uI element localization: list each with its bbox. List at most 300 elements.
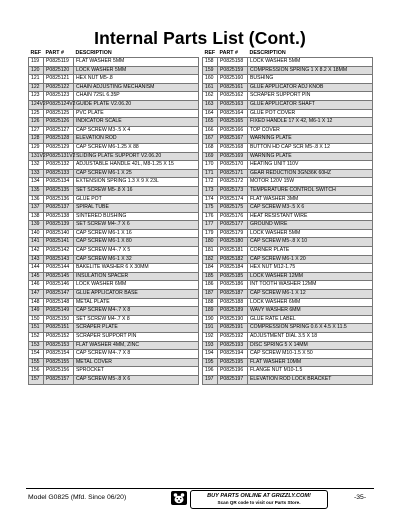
description-cell: METAL COVER bbox=[74, 358, 199, 367]
part-number-cell: P0825134 bbox=[44, 178, 74, 187]
ref-cell: 154 bbox=[29, 350, 44, 359]
ref-cell: 149 bbox=[29, 307, 44, 316]
ref-cell: 161 bbox=[203, 83, 218, 92]
table-row bbox=[29, 178, 199, 187]
description-cell: GLUE POT bbox=[74, 195, 199, 204]
table-row bbox=[29, 221, 199, 230]
description-cell: CAP SCREW M4-.7 X 8 bbox=[74, 350, 199, 359]
description-cell: GEAR REDUCTION 3GN36K 60HZ bbox=[248, 169, 373, 178]
table-row bbox=[29, 247, 199, 256]
ref-column-header: REF bbox=[30, 50, 42, 56]
ref-cell: 140 bbox=[29, 229, 44, 238]
table-row bbox=[203, 290, 373, 299]
ref-cell: 133 bbox=[29, 169, 44, 178]
table-row bbox=[203, 255, 373, 264]
part-number-cell: P0825160 bbox=[218, 75, 248, 84]
table-row bbox=[203, 247, 373, 256]
ref-cell: 196 bbox=[203, 367, 218, 376]
description-cell: GUIDE PLATE V2.06.20 bbox=[74, 100, 199, 109]
part-number-cell: P0825177 bbox=[218, 221, 248, 230]
part-number-cell: P0825189 bbox=[218, 307, 248, 316]
table-row bbox=[203, 281, 373, 290]
ref-cell: 146 bbox=[29, 281, 44, 290]
ref-cell: 139 bbox=[29, 221, 44, 230]
description-cell: FLAT WASHER 10MM bbox=[248, 358, 373, 367]
part-column-header: PART # bbox=[219, 50, 238, 56]
part-number-cell: P0825161 bbox=[218, 83, 248, 92]
description-cell: SET SCREW M5-.8 X 16 bbox=[74, 186, 199, 195]
table-row bbox=[29, 375, 199, 384]
description-cell: INT TOOTH WASHER 12MM bbox=[248, 281, 373, 290]
part-number-cell: P0825168 bbox=[218, 143, 248, 152]
table-row bbox=[203, 118, 373, 127]
description-cell: CAP SCREW M6-1 X 25 bbox=[74, 169, 199, 178]
page-number: -35- bbox=[354, 494, 367, 501]
table-row bbox=[29, 152, 199, 161]
ref-cell: 193 bbox=[203, 341, 218, 350]
part-number-cell: P0825192 bbox=[218, 333, 248, 342]
table-row bbox=[29, 118, 199, 127]
ref-cell: 125 bbox=[29, 109, 44, 118]
part-number-cell: P0825182 bbox=[218, 255, 248, 264]
description-cell: ADJUSTABLE HANDLE 42L, M8-1.25 X 15 bbox=[74, 161, 199, 170]
table-row bbox=[29, 143, 199, 152]
table-row bbox=[29, 83, 199, 92]
table-row bbox=[203, 58, 373, 67]
part-number-cell: P0825166 bbox=[218, 126, 248, 135]
description-cell: CAP SCREW M6-1 X 80 bbox=[74, 238, 199, 247]
description-cell: CAP SCREW M6-1 X 12 bbox=[248, 290, 373, 299]
description-cell: CORNER PLATE bbox=[248, 247, 373, 256]
ref-cell: 182 bbox=[203, 255, 218, 264]
part-number-cell: P0825135 bbox=[44, 186, 74, 195]
description-cell: GLUE APPLICATOR SHAFT bbox=[248, 100, 373, 109]
ref-cell: 160 bbox=[203, 75, 218, 84]
part-number-cell: P0825181 bbox=[218, 247, 248, 256]
part-number-cell: P0825175 bbox=[218, 204, 248, 213]
ref-cell: 187 bbox=[203, 290, 218, 299]
ref-cell: 175 bbox=[203, 204, 218, 213]
ref-cell: 124V2 bbox=[29, 100, 44, 109]
ref-cell: 128 bbox=[29, 135, 44, 144]
ref-cell: 127 bbox=[29, 126, 44, 135]
table-row bbox=[203, 66, 373, 75]
description-cell: TEMPERATURE CONTROL SWITCH bbox=[248, 186, 373, 195]
description-cell: GLUE RATE LABEL bbox=[248, 315, 373, 324]
description-cell: BUTTON HD CAP SCR M5-.8 X 12 bbox=[248, 143, 373, 152]
description-cell: GLUE APPLICATOR BASE bbox=[74, 290, 199, 299]
table-row bbox=[203, 238, 373, 247]
table-row bbox=[203, 195, 373, 204]
description-cell: HEX NUT M12-1.75 bbox=[248, 264, 373, 273]
ref-cell: 157 bbox=[29, 375, 44, 384]
ref-cell: 171 bbox=[203, 169, 218, 178]
part-number-cell: P0825196 bbox=[218, 367, 248, 376]
table-row bbox=[29, 75, 199, 84]
part-number-cell: P0825184 bbox=[218, 264, 248, 273]
table-row bbox=[29, 315, 199, 324]
description-cell: CHAIN 72SL 6.35P bbox=[74, 92, 199, 101]
description-cell: METAL PLATE bbox=[74, 298, 199, 307]
description-cell: PVC PLATE bbox=[74, 109, 199, 118]
description-cell: LOCK WASHER 5MM bbox=[74, 66, 199, 75]
description-cell: GLUE APPLICATOR ADJ KNOB bbox=[248, 83, 373, 92]
description-cell: BUSHING bbox=[248, 75, 373, 84]
description-cell: CAP SCREW M6-1.25 X 88 bbox=[74, 143, 199, 152]
part-number-cell: P0825140 bbox=[44, 229, 74, 238]
ref-cell: 164 bbox=[203, 109, 218, 118]
table-row bbox=[29, 126, 199, 135]
table-row bbox=[203, 212, 373, 221]
part-number-cell: P0825137 bbox=[44, 204, 74, 213]
description-cell: INDICATOR SCALE bbox=[74, 118, 199, 127]
ref-cell: 189 bbox=[203, 307, 218, 316]
table-row bbox=[29, 58, 199, 67]
ref-cell: 152 bbox=[29, 333, 44, 342]
ref-cell: 181 bbox=[203, 247, 218, 256]
part-number-cell: P0825125 bbox=[44, 109, 74, 118]
description-cell: CHAIN ADJUSTING MECHANISM bbox=[74, 83, 199, 92]
ref-cell: 172 bbox=[203, 178, 218, 187]
table-row bbox=[29, 358, 199, 367]
description-cell: LOCK WASHER 5MM bbox=[248, 58, 373, 67]
description-cell: ADJUSTMENT DIAL 3.5 X 18 bbox=[248, 333, 373, 342]
part-number-cell: P0825124V2 bbox=[44, 100, 74, 109]
ref-cell: 150 bbox=[29, 315, 44, 324]
part-number-cell: P0825156 bbox=[44, 367, 74, 376]
ref-cell: 163 bbox=[203, 100, 218, 109]
description-cell: CAP SCREW M10-1.5 X 50 bbox=[248, 350, 373, 359]
ref-cell: 156 bbox=[29, 367, 44, 376]
ref-cell: 166 bbox=[203, 126, 218, 135]
part-number-cell: P0825149 bbox=[44, 307, 74, 316]
table-row bbox=[29, 298, 199, 307]
part-number-cell: P0825121 bbox=[44, 75, 74, 84]
part-number-cell: P0825144 bbox=[44, 264, 74, 273]
ref-cell: 186 bbox=[203, 281, 218, 290]
part-number-cell: P0825138 bbox=[44, 212, 74, 221]
ref-cell: 176 bbox=[203, 212, 218, 221]
table-row bbox=[203, 229, 373, 238]
grizzly-bear-logo-icon bbox=[171, 491, 187, 505]
ref-cell: 143 bbox=[29, 255, 44, 264]
table-header-row bbox=[29, 50, 199, 58]
ref-cell: 195 bbox=[203, 358, 218, 367]
table-row bbox=[29, 281, 199, 290]
ref-cell: 145 bbox=[29, 272, 44, 281]
part-number-cell: P0825128 bbox=[44, 135, 74, 144]
ref-cell: 179 bbox=[203, 229, 218, 238]
table-row bbox=[29, 333, 199, 342]
part-number-cell: P0825158 bbox=[218, 58, 248, 67]
description-cell: SPROCKET bbox=[74, 367, 199, 376]
table-row bbox=[29, 290, 199, 299]
ref-cell: 162 bbox=[203, 92, 218, 101]
part-number-cell: P0825197 bbox=[218, 375, 248, 384]
part-number-cell: P0825143 bbox=[44, 255, 74, 264]
part-number-cell: P0825191 bbox=[218, 324, 248, 333]
description-cell: LOCK WASHER 6MM bbox=[74, 281, 199, 290]
description-column-header: DESCRIPTION bbox=[75, 50, 112, 56]
parts-table-right bbox=[202, 50, 373, 385]
ref-cell: 191 bbox=[203, 324, 218, 333]
description-cell: INSULATION SPACER bbox=[74, 272, 199, 281]
ref-cell: 144 bbox=[29, 264, 44, 273]
description-cell: HEX NUT M5-.8 bbox=[74, 75, 199, 84]
description-cell: HEATING UNIT 110V bbox=[248, 161, 373, 170]
part-number-cell: P0825119 bbox=[44, 58, 74, 67]
part-number-cell: P0825129 bbox=[44, 143, 74, 152]
ref-cell: 142 bbox=[29, 247, 44, 256]
ref-cell: 192 bbox=[203, 333, 218, 342]
ref-cell: 165 bbox=[203, 118, 218, 127]
footer-divider bbox=[26, 488, 374, 489]
ref-cell: 126 bbox=[29, 118, 44, 127]
description-cell: SET SCREW M4-.7 X 6 bbox=[74, 221, 199, 230]
table-row bbox=[29, 367, 199, 376]
part-number-cell: P0825133 bbox=[44, 169, 74, 178]
description-cell: CAP SCREW M4-.7 X 8 bbox=[74, 307, 199, 316]
table-row bbox=[203, 169, 373, 178]
table-header-row bbox=[203, 50, 373, 58]
description-cell: ELEVATION ROD bbox=[74, 135, 199, 144]
table-row bbox=[203, 161, 373, 170]
description-cell: CAP SCREW M6-1 X 32 bbox=[74, 255, 199, 264]
description-cell: GROUND WIRE bbox=[248, 221, 373, 230]
table-row bbox=[203, 221, 373, 230]
part-number-cell: P0825172 bbox=[218, 178, 248, 187]
description-cell: WARNING PLATE bbox=[248, 152, 373, 161]
part-number-cell: P0825188 bbox=[218, 298, 248, 307]
table-row bbox=[203, 109, 373, 118]
description-cell: FLANGE NUT M10-1.5 bbox=[248, 367, 373, 376]
part-number-cell: P0825142 bbox=[44, 247, 74, 256]
part-number-cell: P0825147 bbox=[44, 290, 74, 299]
description-cell: TOP COVER bbox=[248, 126, 373, 135]
table-row bbox=[29, 324, 199, 333]
table-row bbox=[29, 229, 199, 238]
description-cell: SCRAPER SUPPORT PIN bbox=[74, 333, 199, 342]
ref-cell: 136 bbox=[29, 195, 44, 204]
table-row bbox=[203, 272, 373, 281]
description-cell: HEAT RESISTANT WIRE bbox=[248, 212, 373, 221]
qr-code-hint: Scan QR code to visit our Parts Store. bbox=[217, 500, 301, 505]
part-number-cell: P0825174 bbox=[218, 195, 248, 204]
table-row bbox=[203, 367, 373, 376]
part-number-cell: P0825131V2 bbox=[44, 152, 74, 161]
ref-cell: 180 bbox=[203, 238, 218, 247]
part-number-cell: P0825150 bbox=[44, 315, 74, 324]
description-cell: CAP SCREW M6-1 X 16 bbox=[74, 229, 199, 238]
description-cell: CAP SCREW M5-.8 X 6 bbox=[74, 375, 199, 384]
description-cell: EXTENSION SPRING 1.3 X 9 X 23L bbox=[74, 178, 199, 187]
description-cell: CAP SCREW M3-.5 X 4 bbox=[74, 126, 199, 135]
ref-cell: 190 bbox=[203, 315, 218, 324]
part-number-cell: P0825122 bbox=[44, 83, 74, 92]
description-cell: SLIDING PLATE SUPPORT V2.06.20 bbox=[74, 152, 199, 161]
description-cell: FLAT WASHER 4MM, ZINC bbox=[74, 341, 199, 350]
table-row bbox=[203, 186, 373, 195]
ref-cell: 197 bbox=[203, 375, 218, 384]
part-number-cell: P0825157 bbox=[44, 375, 74, 384]
table-row bbox=[29, 135, 199, 144]
table-row bbox=[203, 315, 373, 324]
ref-cell: 173 bbox=[203, 186, 218, 195]
description-cell: SCRAPER SUPPORT PIN bbox=[248, 92, 373, 101]
ref-cell: 122 bbox=[29, 83, 44, 92]
part-number-cell: P0825180 bbox=[218, 238, 248, 247]
table-row bbox=[29, 195, 199, 204]
ref-cell: 129 bbox=[29, 143, 44, 152]
ref-cell: 131V2 bbox=[29, 152, 44, 161]
ref-cell: 170 bbox=[203, 161, 218, 170]
part-number-cell: P0825123 bbox=[44, 92, 74, 101]
part-number-cell: P0825146 bbox=[44, 281, 74, 290]
table-row bbox=[203, 264, 373, 273]
table-row bbox=[29, 272, 199, 281]
part-number-cell: P0825136 bbox=[44, 195, 74, 204]
buy-parts-online-box[interactable] bbox=[190, 490, 328, 509]
description-cell: DISC SPRING 5 X 14MM bbox=[248, 341, 373, 350]
ref-cell: 155 bbox=[29, 358, 44, 367]
table-row bbox=[203, 341, 373, 350]
parts-table-left bbox=[28, 50, 199, 385]
table-row bbox=[203, 324, 373, 333]
table-row bbox=[203, 178, 373, 187]
part-number-cell: P0825132 bbox=[44, 161, 74, 170]
description-cell: LOCK WASHER 5MM bbox=[248, 229, 373, 238]
part-number-cell: P0825185 bbox=[218, 272, 248, 281]
ref-cell: 184 bbox=[203, 264, 218, 273]
part-number-cell: P0825152 bbox=[44, 333, 74, 342]
ref-cell: 135 bbox=[29, 186, 44, 195]
table-row bbox=[203, 152, 373, 161]
description-cell: GLUE POT COVER bbox=[248, 109, 373, 118]
description-cell: SCRAPER PLATE bbox=[74, 324, 199, 333]
part-number-cell: P0825163 bbox=[218, 100, 248, 109]
table-row bbox=[203, 375, 373, 384]
description-cell: WAVY WASHER 6MM bbox=[248, 307, 373, 316]
description-cell: LOCK WASHER 6MM bbox=[248, 298, 373, 307]
description-cell: SPIRAL TUBE bbox=[74, 204, 199, 213]
ref-cell: 147 bbox=[29, 290, 44, 299]
table-row bbox=[29, 264, 199, 273]
part-number-cell: P0825139 bbox=[44, 221, 74, 230]
part-number-cell: P0825126 bbox=[44, 118, 74, 127]
part-number-cell: P0825173 bbox=[218, 186, 248, 195]
table-row bbox=[29, 255, 199, 264]
part-number-cell: P0825187 bbox=[218, 290, 248, 299]
table-row bbox=[29, 169, 199, 178]
table-row bbox=[29, 66, 199, 75]
ref-cell: 137 bbox=[29, 204, 44, 213]
ref-cell: 134 bbox=[29, 178, 44, 187]
description-cell: COMPRESSION SPRING 0.6 X 4.5 X 11.5 bbox=[248, 324, 373, 333]
table-row bbox=[29, 341, 199, 350]
ref-cell: 123 bbox=[29, 92, 44, 101]
table-row bbox=[203, 100, 373, 109]
part-column-header: PART # bbox=[45, 50, 64, 56]
part-number-cell: P0825193 bbox=[218, 341, 248, 350]
table-row bbox=[29, 212, 199, 221]
description-cell: COMPRESSION SPRING 1 X 8.2 X 18MM bbox=[248, 66, 373, 75]
ref-cell: 194 bbox=[203, 350, 218, 359]
table-row bbox=[29, 186, 199, 195]
ref-cell: 177 bbox=[203, 221, 218, 230]
part-number-cell: P0825141 bbox=[44, 238, 74, 247]
ref-cell: 138 bbox=[29, 212, 44, 221]
description-cell: FLAT WASHER 5MM bbox=[74, 58, 199, 67]
part-number-cell: P0825120 bbox=[44, 66, 74, 75]
part-number-cell: P0825154 bbox=[44, 350, 74, 359]
ref-cell: 148 bbox=[29, 298, 44, 307]
description-cell: CAP SCREW M6-1 X 20 bbox=[248, 255, 373, 264]
part-number-cell: P0825176 bbox=[218, 212, 248, 221]
description-cell: CAP SCREW M5-.8 X 10 bbox=[248, 238, 373, 247]
part-number-cell: P0825155 bbox=[44, 358, 74, 367]
table-row bbox=[203, 143, 373, 152]
ref-cell: 119 bbox=[29, 58, 44, 67]
part-number-cell: P0825171 bbox=[218, 169, 248, 178]
table-row bbox=[29, 238, 199, 247]
ref-cell: 151 bbox=[29, 324, 44, 333]
part-number-cell: P0825167 bbox=[218, 135, 248, 144]
description-cell: WARNING PLATE bbox=[248, 135, 373, 144]
description-cell: SINTERED BUSHING bbox=[74, 212, 199, 221]
description-column-header: DESCRIPTION bbox=[249, 50, 286, 56]
description-cell: MOTOR 120V 15W bbox=[248, 178, 373, 187]
ref-cell: 188 bbox=[203, 298, 218, 307]
part-number-cell: P0825127 bbox=[44, 126, 74, 135]
part-number-cell: P0825170 bbox=[218, 161, 248, 170]
part-number-cell: P0825186 bbox=[218, 281, 248, 290]
part-number-cell: P0825165 bbox=[218, 118, 248, 127]
table-row bbox=[29, 109, 199, 118]
part-number-cell: P0825169 bbox=[218, 152, 248, 161]
part-number-cell: P0825190 bbox=[218, 315, 248, 324]
description-cell: FIXED HANDLE 17 X 42, M6-1 X 12 bbox=[248, 118, 373, 127]
table-row bbox=[203, 358, 373, 367]
ref-cell: 141 bbox=[29, 238, 44, 247]
description-cell: FLAT WASHER 3MM bbox=[248, 195, 373, 204]
part-number-cell: P0825179 bbox=[218, 229, 248, 238]
ref-cell: 120 bbox=[29, 66, 44, 75]
table-row bbox=[203, 204, 373, 213]
model-label: Model G0825 (Mfd. Since 06/20) bbox=[28, 494, 127, 501]
table-row bbox=[29, 350, 199, 359]
table-row bbox=[203, 307, 373, 316]
description-cell: CAP SCREW M3-.5 X 6 bbox=[248, 204, 373, 213]
ref-cell: 159 bbox=[203, 66, 218, 75]
part-number-cell: P0825145 bbox=[44, 272, 74, 281]
table-row bbox=[203, 350, 373, 359]
part-number-cell: P0825194 bbox=[218, 350, 248, 359]
ref-cell: 167 bbox=[203, 135, 218, 144]
table-row bbox=[203, 298, 373, 307]
part-number-cell: P0825159 bbox=[218, 66, 248, 75]
ref-cell: 132 bbox=[29, 161, 44, 170]
buy-parts-text: BUY PARTS ONLINE AT GRIZZLY.COM! bbox=[207, 493, 311, 499]
part-number-cell: P0825148 bbox=[44, 298, 74, 307]
part-number-cell: P0825162 bbox=[218, 92, 248, 101]
ref-cell: 169 bbox=[203, 152, 218, 161]
table-row bbox=[29, 100, 199, 109]
ref-cell: 121 bbox=[29, 75, 44, 84]
table-row bbox=[29, 307, 199, 316]
ref-cell: 185 bbox=[203, 272, 218, 281]
part-number-cell: P0825164 bbox=[218, 109, 248, 118]
table-row bbox=[203, 92, 373, 101]
